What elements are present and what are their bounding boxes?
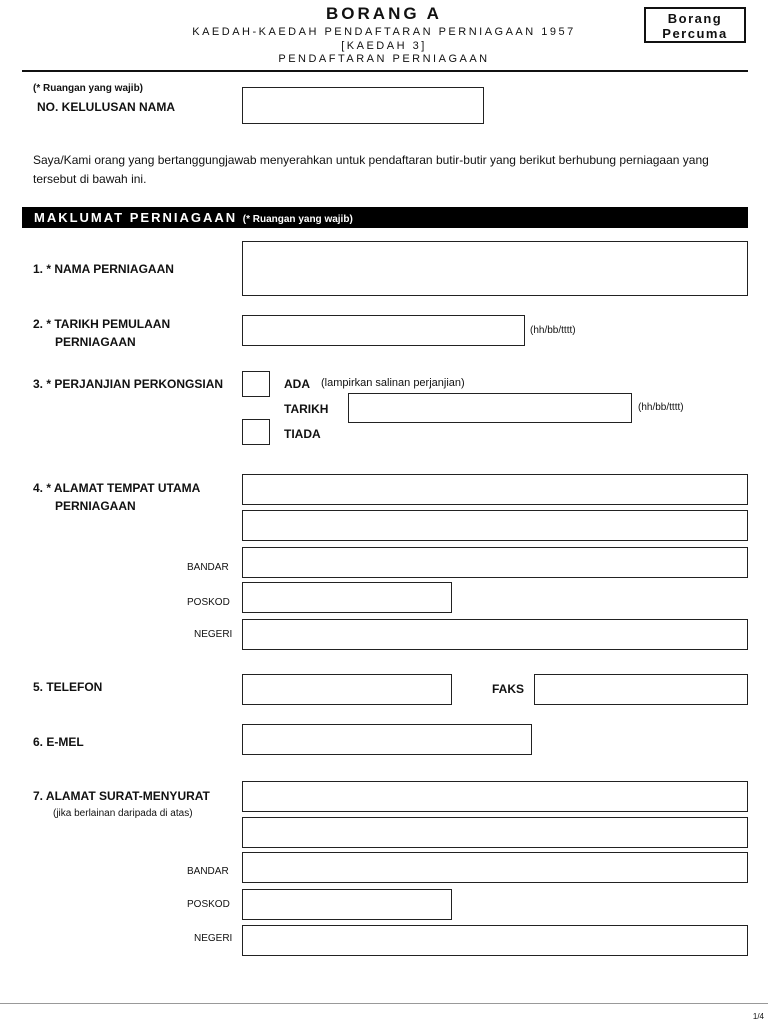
badge-line-2: Percuma [662,26,728,41]
main-address-line-2-input[interactable] [242,510,748,541]
start-date-format: (hh/bb/tttt) [530,325,576,336]
partnership-date-format: (hh/bb/tttt) [638,402,684,413]
mailing-address-note: (jika berlainan daripada di atas) [53,808,193,819]
page-number: 1/4 [752,1012,764,1021]
approval-number-label: NO. KELULUSAN NAMA [37,100,175,114]
fax-label: FAKS [492,682,525,696]
registration-line: PENDAFTARAN PERNIAGAAN [278,53,490,65]
required-note: (* Ruangan yang wajib) [33,83,144,94]
main-city-label: BANDAR [187,562,229,573]
form-title: BORANG A [326,4,442,23]
partnership-date-input[interactable] [348,393,632,423]
partnership-date-label: TARIKH [284,402,329,416]
start-date-label: 2. * TARIKH PEMULAAN [33,317,171,331]
start-date-input[interactable] [242,315,525,346]
partnership-yes-checkbox[interactable] [242,371,270,397]
footer-divider [0,1003,768,1004]
section-title: MAKLUMAT PERNIAGAAN [34,210,238,225]
main-postcode-label: POSKOD [187,597,230,608]
mailing-postcode-input[interactable] [242,889,452,920]
main-city-input[interactable] [242,547,748,578]
free-form-badge [644,7,746,43]
partnership-no-label: TIADA [284,427,321,441]
regulation-line: KAEDAH-KAEDAH PENDAFTARAN PERNIAGAAN 1957 [192,26,576,38]
badge-line-1: Borang [667,11,723,26]
mailing-city-label: BANDAR [187,866,229,877]
telephone-label: 5. TELEFON [33,680,103,694]
business-name-label: 1. * NAMA PERNIAGAAN [33,262,174,276]
approval-number-input[interactable] [242,87,484,124]
main-postcode-input[interactable] [242,582,452,613]
partnership-yes-note: (lampirkan salinan perjanjian) [321,377,465,389]
telephone-input[interactable] [242,674,452,705]
mailing-state-input[interactable] [242,925,748,956]
header-divider [22,70,748,72]
section-header [22,207,748,228]
mailing-city-input[interactable] [242,852,748,883]
business-name-input[interactable] [242,241,748,296]
mailing-state-label: NEGERI [194,933,233,944]
main-address-line-1-input[interactable] [242,474,748,505]
main-address-label-2: PERNIAGAAN [55,499,136,513]
main-state-input[interactable] [242,619,748,650]
mailing-address-line-1-input[interactable] [242,781,748,812]
partnership-yes-label: ADA [284,377,310,391]
partnership-no-checkbox[interactable] [242,419,270,445]
mailing-address-label: 7. ALAMAT SURAT-MENYURAT [33,789,210,803]
start-date-label-2: PERNIAGAAN [55,335,136,349]
email-label: 6. E-MEL [33,735,84,749]
mailing-address-line-2-input[interactable] [242,817,748,848]
rule-line: [KAEDAH 3] [341,40,427,52]
section-note: (* Ruangan yang wajib) [242,214,353,225]
mailing-postcode-label: POSKOD [187,899,230,910]
main-address-label: 4. * ALAMAT TEMPAT UTAMA [33,481,201,495]
main-state-label: NEGERI [194,629,233,640]
fax-input[interactable] [534,674,748,705]
partnership-label: 3. * PERJANJIAN PERKONGSIAN [33,377,224,391]
declaration-text: Saya/Kami orang yang bertanggungjawab menyerahkan untuk pendaftaran butir-butir yang berikut berhubung perniagaan yang tersebut di bawah ini. [33,153,709,186]
email-input[interactable] [242,724,532,755]
